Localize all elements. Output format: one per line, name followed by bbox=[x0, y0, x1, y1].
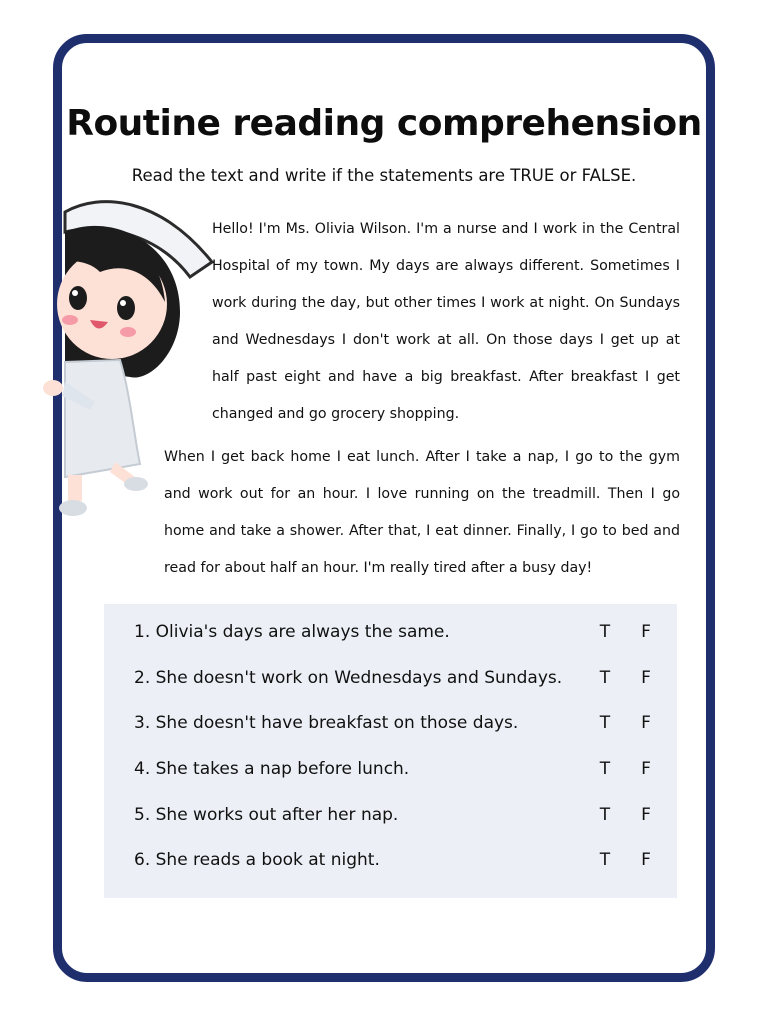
false-option[interactable]: F bbox=[641, 668, 651, 688]
false-option[interactable]: F bbox=[641, 759, 651, 779]
false-option[interactable]: F bbox=[641, 622, 651, 642]
question-row bbox=[104, 665, 677, 695]
question-text: 5. She works out after her nap. bbox=[134, 805, 399, 825]
question-row bbox=[104, 847, 677, 877]
page-title: Routine reading comprehension bbox=[66, 103, 702, 144]
question-row bbox=[104, 710, 677, 740]
story-paragraph-2: When I get back home I eat lunch. After I take a nap, I go to the gym and work out for an hour. I love running on the treadmill. Then I go home and take a shower. After that, I eat dinner. Finally, I go to bed and read for about half an hour. I'm really tired after a busy day! bbox=[164, 449, 680, 576]
true-option[interactable]: T bbox=[599, 713, 611, 733]
question-row bbox=[104, 802, 677, 832]
story-paragraph-1: Hello! I'm Ms. Olivia Wilson. I'm a nurse and I work in the Central Hospital of my town. My days are always different. Sometimes I work during the day, but other times I work at night. On Sundays and Wednesdays I don't work at all. On those days I get up at half past eight and have a big breakfast. After breakfast I get changed and go grocery shopping. bbox=[212, 221, 680, 422]
true-option[interactable]: T bbox=[599, 805, 611, 825]
questions-panel bbox=[104, 604, 677, 898]
question-text: 4. She takes a nap before lunch. bbox=[134, 759, 410, 779]
question-text: 6. She reads a book at night. bbox=[134, 850, 380, 870]
true-option[interactable]: T bbox=[599, 668, 611, 688]
true-option[interactable]: T bbox=[599, 759, 611, 779]
question-text: 3. She doesn't have breakfast on those days. bbox=[134, 713, 519, 733]
false-option[interactable]: F bbox=[641, 713, 651, 733]
question-row bbox=[104, 619, 677, 649]
true-option[interactable]: T bbox=[599, 622, 611, 642]
false-option[interactable]: F bbox=[641, 805, 651, 825]
instructions-text: Read the text and write if the statements are TRUE or FALSE. bbox=[131, 166, 637, 185]
question-text: 1. Olivia's days are always the same. bbox=[134, 622, 450, 642]
false-option[interactable]: F bbox=[641, 850, 651, 870]
true-option[interactable]: T bbox=[599, 850, 611, 870]
question-text: 2. She doesn't work on Wednesdays and Sundays. bbox=[134, 668, 563, 688]
question-row bbox=[104, 756, 677, 786]
